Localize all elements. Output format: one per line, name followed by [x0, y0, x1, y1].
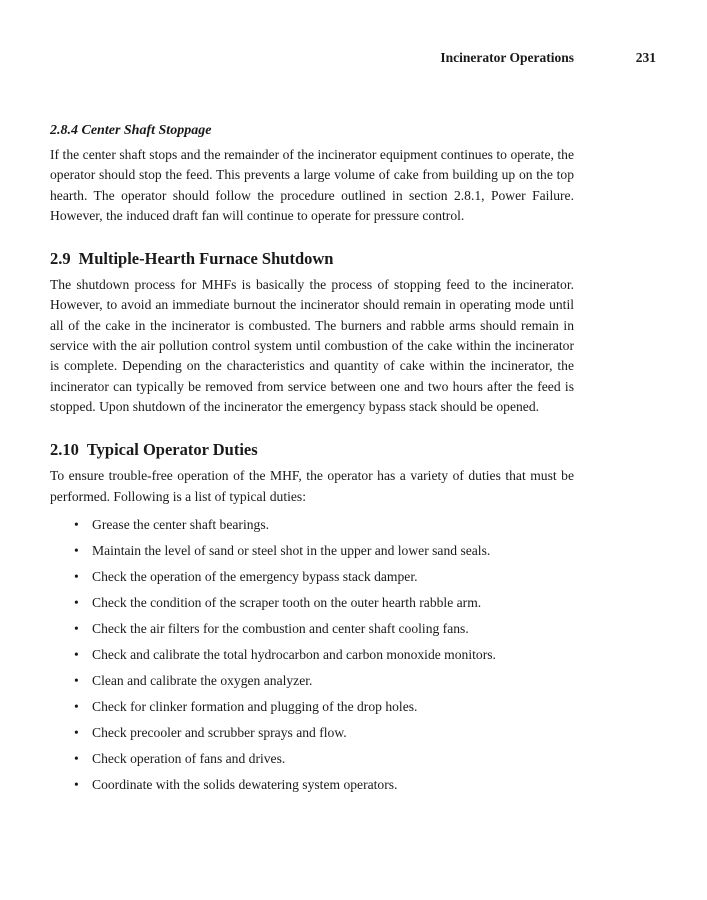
bullet-icon: •	[74, 776, 79, 792]
list-item	[50, 594, 574, 612]
list-item-text: Check the operation of the emergency bypass stack damper.	[92, 568, 418, 584]
list-item	[50, 724, 574, 742]
list-item	[50, 620, 574, 638]
list-item-text: Check operation of fans and drives.	[92, 750, 286, 766]
paragraph-operator-duties-intro: To ensure trouble-free operation of the MHF, the operator has a variety of duties that must be performed. Following is a list of typical duties:	[50, 468, 574, 504]
bullet-icon: •	[74, 672, 79, 688]
section-number: 2.9	[50, 249, 71, 269]
duties-list	[50, 516, 574, 794]
list-item	[50, 776, 574, 794]
list-item	[50, 646, 574, 664]
running-title: Incinerator Operations	[440, 50, 574, 65]
list-item	[50, 698, 574, 716]
bullet-icon: •	[74, 646, 79, 662]
section-number: 2.10	[50, 440, 79, 460]
list-item-text: Maintain the level of sand or steel shot in the upper and lower sand seals.	[92, 542, 491, 558]
bullet-icon: •	[74, 516, 79, 532]
list-item	[50, 516, 574, 534]
list-item-text: Check the condition of the scraper tooth on the outer hearth rabble arm.	[92, 594, 482, 610]
bullet-icon: •	[74, 698, 79, 714]
subsection-heading-center-shaft-stoppage: 2.8.4 Center Shaft Stoppage	[50, 123, 212, 138]
list-item-text: Coordinate with the solids dewatering system operators.	[92, 776, 398, 792]
list-item	[50, 542, 574, 560]
list-item	[50, 568, 574, 586]
list-item-text: Check for clinker formation and plugging of the drop holes.	[92, 698, 418, 714]
list-item-text: Check precooler and scrubber sprays and flow.	[92, 724, 347, 740]
bullet-icon: •	[74, 724, 79, 740]
page-number: 231	[635, 50, 656, 65]
list-item	[50, 672, 574, 690]
list-item	[50, 750, 574, 768]
list-item-text: Check and calibrate the total hydrocarbon and carbon monoxide monitors.	[92, 646, 496, 662]
section-heading-operator-duties	[50, 439, 574, 461]
section-title: Typical Operator Duties	[86, 440, 258, 460]
bullet-icon: •	[74, 594, 79, 610]
bullet-icon: •	[74, 542, 79, 558]
list-item-text: Grease the center shaft bearings.	[92, 516, 270, 532]
bullet-icon: •	[74, 750, 79, 766]
section-heading-furnace-shutdown	[50, 248, 574, 270]
section-title: Multiple-Hearth Furnace Shutdown	[78, 249, 334, 269]
paragraph-center-shaft-stoppage: If the center shaft stops and the remainder of the incinerator equipment continues to operate, the operator should stop the feed. This prevents a large volume of cake from building up on the top hearth. The operator should follow the procedure outlined in section 2.8.1, Power Failure. However, the induced draft fan will continue to operate for pressure control.	[50, 147, 574, 223]
bullet-icon: •	[74, 620, 79, 636]
running-header	[50, 50, 656, 70]
list-item-text: Check the air filters for the combustion and center shaft cooling fans.	[92, 620, 469, 636]
bullet-icon: •	[74, 568, 79, 584]
page-content	[50, 121, 574, 802]
list-item-text: Clean and calibrate the oxygen analyzer.	[92, 672, 313, 688]
paragraph-furnace-shutdown: The shutdown process for MHFs is basically the process of stopping feed to the incinerator. However, to avoid an immediate burnout the incinerator should remain in operating mode until all of the cake in the incinerator is combusted. The burners and rabble arms should remain in service with the air pollution control system until combustion of the cake within the incinerator is complete. Depending on the characteristics and quantity of cake within the incinerator, the incinerator can typically be removed from service between one and two hours after the feed is stopped. Upon shutdown of the incinerator the emergency bypass stack should be opened.	[50, 277, 574, 414]
